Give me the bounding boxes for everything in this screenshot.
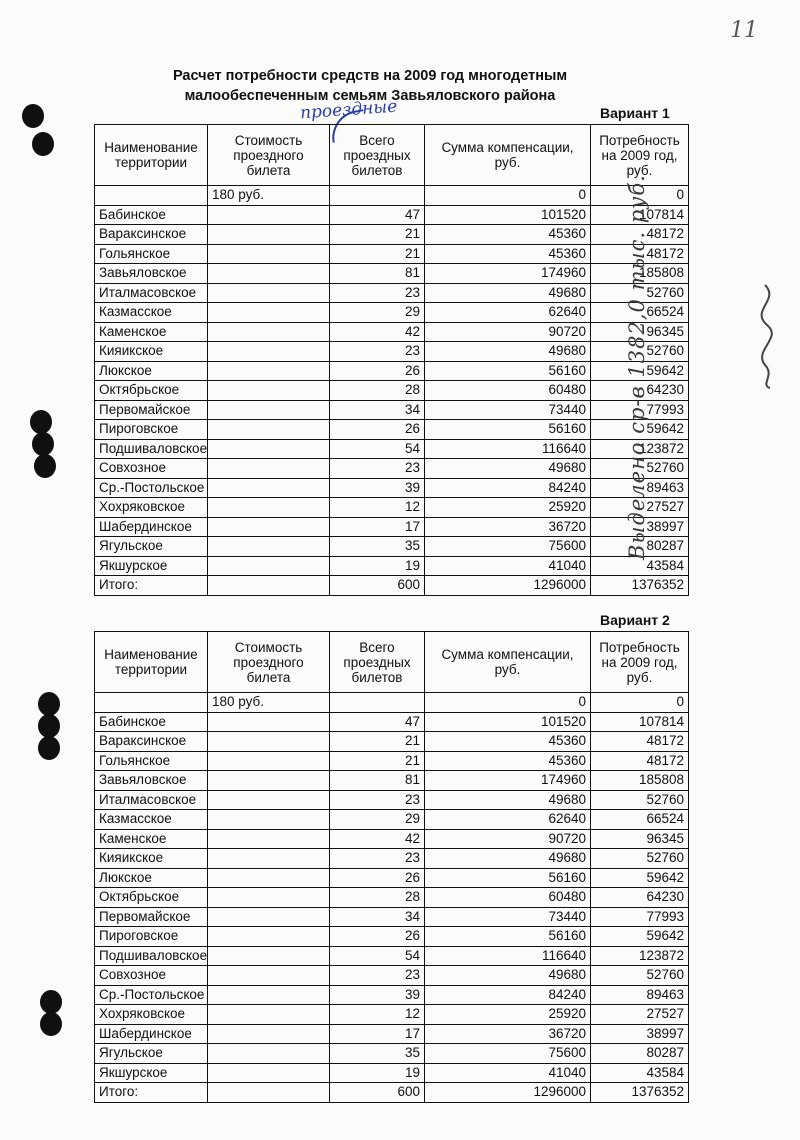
total-row [95,576,689,596]
need-amount: 27527 [591,1005,689,1025]
header-name: Наименование территории [95,125,208,186]
territory-name: Люкское [95,868,208,888]
tickets-count: 21 [330,732,425,752]
ticket-cost-cell [208,381,330,401]
territory-name: Шабердинское [95,1024,208,1044]
territory-name: Завьяловское [95,264,208,284]
compensation-amount: 49680 [425,283,591,303]
need-amount: 96345 [591,829,689,849]
territory-name: Казмасское [95,810,208,830]
territory-name: Вараксинское [95,225,208,245]
territory-name: Ягульское [95,537,208,557]
tickets-count: 35 [330,537,425,557]
punch-hole [32,432,54,456]
header-ticket-cost: Стоимость проездного билета [208,125,330,186]
need-amount: 185808 [591,771,689,791]
ticket-cost-cell [208,732,330,752]
compensation-amount: 84240 [425,478,591,498]
punch-hole [38,736,60,760]
ticket-cost-cell [208,517,330,537]
handwritten-insert: проездные [299,96,398,124]
tickets-count: 26 [330,361,425,381]
tickets-count: 42 [330,829,425,849]
territory-name: Каменское [95,829,208,849]
tickets-count: 23 [330,283,425,303]
compensation-amount: 62640 [425,810,591,830]
tickets-count: 23 [330,849,425,869]
need-amount: 52760 [591,283,689,303]
territory-name: Люкское [95,361,208,381]
need-amount: 77993 [591,400,689,420]
table-row [95,751,689,771]
table-row [95,907,689,927]
ticket-cost-cell [208,966,330,986]
punch-hole [38,714,60,738]
compensation-amount: 36720 [425,517,591,537]
table-row [95,361,689,381]
tickets-count: 34 [330,400,425,420]
table-row [95,264,689,284]
need-amount: 52760 [591,849,689,869]
territory-name: Кияикское [95,849,208,869]
handwritten-side-note: Выделено ср-в 1382,0 тыс. руб. [625,174,649,560]
ticket-cost-cell [208,946,330,966]
territory-name: Пироговское [95,420,208,440]
table-row [95,537,689,557]
price-row-compensation: 0 [425,693,591,713]
ticket-price: 180 руб. [208,693,330,713]
variant-2-table [94,631,689,1103]
territory-name: Итого: [95,1083,208,1103]
compensation-amount: 75600 [425,1044,591,1064]
punch-hole [40,990,62,1014]
need-amount: 89463 [591,478,689,498]
tickets-count: 47 [330,205,425,225]
compensation-amount: 45360 [425,732,591,752]
tickets-count: 47 [330,712,425,732]
ticket-cost-cell [208,927,330,947]
price-row-need: 0 [591,693,689,713]
territory-name: Завьяловское [95,771,208,791]
table-row [95,1005,689,1025]
need-amount: 38997 [591,517,689,537]
variant-2-label: Вариант 2 [600,612,670,628]
compensation-amount: 25920 [425,498,591,518]
territory-name: Хохряковское [95,1005,208,1025]
ticket-cost-cell [208,849,330,869]
punch-hole [40,1012,62,1036]
territory-name: Подшиваловское [95,439,208,459]
table-row [95,888,689,908]
tickets-count: 29 [330,303,425,323]
compensation-amount: 49680 [425,966,591,986]
need-amount: 64230 [591,888,689,908]
page-number: 11 [730,18,758,43]
need-amount: 66524 [591,810,689,830]
tickets-count: 42 [330,322,425,342]
need-amount: 1376352 [591,1083,689,1103]
compensation-amount: 62640 [425,303,591,323]
tickets-count: 17 [330,1024,425,1044]
table-row [95,985,689,1005]
need-amount: 123872 [591,439,689,459]
compensation-amount: 1296000 [425,576,591,596]
table-row [95,322,689,342]
territory-name: Италмасовское [95,283,208,303]
ticket-cost-cell [208,712,330,732]
compensation-amount: 41040 [425,556,591,576]
punch-hole [22,104,44,128]
need-amount: 107814 [591,205,689,225]
territory-name: Гольянское [95,751,208,771]
territory-name: Бабинское [95,712,208,732]
compensation-amount: 101520 [425,205,591,225]
compensation-amount: 56160 [425,927,591,947]
compensation-amount: 45360 [425,225,591,245]
page-title: Расчет потребности средств на 2009 год многодетным малообеспеченным семьям Завьяловского района [172,68,568,104]
tickets-count: 81 [330,771,425,791]
ticket-cost-cell [208,576,330,596]
tickets-count: 26 [330,868,425,888]
price-row-compensation: 0 [425,186,591,206]
compensation-amount: 116640 [425,439,591,459]
compensation-amount: 174960 [425,264,591,284]
territory-name: Ср.-Постольское [95,478,208,498]
territory-name: Пироговское [95,927,208,947]
need-amount: 38997 [591,1024,689,1044]
compensation-amount: 90720 [425,829,591,849]
variant-1-body [95,186,689,596]
territory-name: Первомайское [95,400,208,420]
price-row [95,186,689,206]
ticket-cost-cell [208,1005,330,1025]
need-amount: 43584 [591,1063,689,1083]
tickets-count: 28 [330,381,425,401]
tickets-count: 17 [330,517,425,537]
tickets-count: 23 [330,966,425,986]
tickets-count: 21 [330,225,425,245]
ticket-cost-cell [208,244,330,264]
ticket-cost-cell [208,205,330,225]
table-row [95,946,689,966]
territory-name: Якшурское [95,556,208,576]
compensation-amount: 49680 [425,790,591,810]
need-amount: 89463 [591,985,689,1005]
tickets-count: 23 [330,459,425,479]
need-amount: 80287 [591,537,689,557]
table-row [95,244,689,264]
tickets-count: 54 [330,946,425,966]
need-amount: 52760 [591,342,689,362]
tickets-count: 29 [330,810,425,830]
need-amount: 48172 [591,244,689,264]
tickets-count: 39 [330,985,425,1005]
compensation-amount: 73440 [425,400,591,420]
territory-name: Ср.-Постольское [95,985,208,1005]
header-total-tickets: Всего проездных билетов [330,632,425,693]
compensation-amount: 60480 [425,381,591,401]
variant-1-table [94,124,689,596]
tickets-count: 600 [330,1083,425,1103]
compensation-amount: 75600 [425,537,591,557]
ticket-cost-cell [208,1063,330,1083]
need-amount: 48172 [591,751,689,771]
table-row [95,420,689,440]
ticket-cost-cell [208,264,330,284]
compensation-amount: 56160 [425,868,591,888]
need-amount: 27527 [591,498,689,518]
territory-name: Подшиваловское [95,946,208,966]
header-compensation: Сумма компенсации, руб. [425,632,591,693]
compensation-amount: 45360 [425,244,591,264]
ticket-cost-cell [208,985,330,1005]
table-row [95,810,689,830]
table-row [95,732,689,752]
ticket-cost-cell [208,868,330,888]
table-row [95,517,689,537]
territory-name: Ягульское [95,1044,208,1064]
ticket-cost-cell [208,498,330,518]
need-amount: 59642 [591,927,689,947]
table-row [95,439,689,459]
ticket-cost-cell [208,810,330,830]
tickets-count: 23 [330,342,425,362]
territory-name: Италмасовское [95,790,208,810]
compensation-amount: 56160 [425,420,591,440]
table-row [95,478,689,498]
header-need: Потребность на 2009 год, руб. [591,632,689,693]
compensation-amount: 49680 [425,459,591,479]
ticket-cost-cell [208,907,330,927]
ticket-cost-cell [208,342,330,362]
need-amount: 52760 [591,966,689,986]
ticket-price: 180 руб. [208,186,330,206]
ticket-cost-cell [208,751,330,771]
variant-1-label: Вариант 1 [600,105,670,121]
table-row [95,712,689,732]
compensation-amount: 49680 [425,849,591,869]
compensation-amount: 174960 [425,771,591,791]
need-amount: 64230 [591,381,689,401]
need-amount: 43584 [591,556,689,576]
punch-hole [38,692,60,716]
territory-name: Октябрьское [95,888,208,908]
compensation-amount: 101520 [425,712,591,732]
table-row [95,400,689,420]
ticket-cost-cell [208,420,330,440]
ticket-cost-cell [208,322,330,342]
variant-2-body [95,693,689,1103]
territory-name: Кияикское [95,342,208,362]
compensation-amount: 60480 [425,888,591,908]
need-amount: 59642 [591,868,689,888]
tickets-count: 81 [330,264,425,284]
ticket-cost-cell [208,459,330,479]
table-row [95,868,689,888]
punch-hole [30,410,52,434]
table-row [95,283,689,303]
tickets-count: 12 [330,1005,425,1025]
price-row [95,693,689,713]
table-row [95,556,689,576]
territory-name: Совхозное [95,459,208,479]
table-header-row [95,632,689,693]
table-row [95,1024,689,1044]
header-ticket-cost: Стоимость проездного билета [208,632,330,693]
need-amount: 59642 [591,420,689,440]
territory-name: Бабинское [95,205,208,225]
compensation-amount: 41040 [425,1063,591,1083]
compensation-amount: 56160 [425,361,591,381]
tickets-count: 12 [330,498,425,518]
need-amount: 77993 [591,907,689,927]
need-amount: 185808 [591,264,689,284]
ticket-cost-cell [208,556,330,576]
ticket-cost-cell [208,1044,330,1064]
compensation-amount: 90720 [425,322,591,342]
ticket-cost-cell [208,400,330,420]
tickets-count: 19 [330,1063,425,1083]
ticket-cost-cell [208,1083,330,1103]
need-amount: 48172 [591,732,689,752]
tickets-count: 34 [330,907,425,927]
table-row [95,205,689,225]
need-amount: 66524 [591,303,689,323]
need-amount: 52760 [591,459,689,479]
table-row [95,381,689,401]
compensation-amount: 25920 [425,1005,591,1025]
tickets-count: 600 [330,576,425,596]
header-need: Потребность на 2009 год, руб. [591,125,689,186]
tickets-count: 35 [330,1044,425,1064]
ticket-cost-cell [208,283,330,303]
table-row [95,829,689,849]
ticket-cost-cell [208,439,330,459]
compensation-amount: 73440 [425,907,591,927]
total-row [95,1083,689,1103]
territory-name: Итого: [95,576,208,596]
tickets-count: 26 [330,420,425,440]
table-row [95,1063,689,1083]
table-row [95,966,689,986]
compensation-amount: 36720 [425,1024,591,1044]
ticket-cost-cell [208,225,330,245]
compensation-amount: 84240 [425,985,591,1005]
need-amount: 52760 [591,790,689,810]
tickets-count: 23 [330,790,425,810]
territory-name: Гольянское [95,244,208,264]
ticket-cost-cell [208,537,330,557]
table-row [95,771,689,791]
territory-name: Первомайское [95,907,208,927]
territory-name: Шабердинское [95,517,208,537]
tickets-count: 21 [330,751,425,771]
table-row [95,1044,689,1064]
territory-name: Вараксинское [95,732,208,752]
compensation-amount: 49680 [425,342,591,362]
price-row-need: 0 [591,186,689,206]
compensation-amount: 45360 [425,751,591,771]
ticket-cost-cell [208,1024,330,1044]
tickets-count: 28 [330,888,425,908]
ticket-cost-cell [208,478,330,498]
table-header-row [95,125,689,186]
need-amount: 59642 [591,361,689,381]
need-amount: 48172 [591,225,689,245]
header-name: Наименование территории [95,632,208,693]
need-amount: 123872 [591,946,689,966]
table-row [95,459,689,479]
table-row [95,225,689,245]
table-row [95,498,689,518]
need-amount: 96345 [591,322,689,342]
need-amount: 80287 [591,1044,689,1064]
tickets-count: 21 [330,244,425,264]
tickets-count: 26 [330,927,425,947]
territory-name: Совхозное [95,966,208,986]
ticket-cost-cell [208,790,330,810]
need-amount: 1376352 [591,576,689,596]
table-row [95,849,689,869]
header-compensation: Сумма компенсации, руб. [425,125,591,186]
table-row [95,342,689,362]
punch-hole [32,132,54,156]
tickets-count: 19 [330,556,425,576]
compensation-amount: 116640 [425,946,591,966]
ticket-cost-cell [208,888,330,908]
punch-hole [34,454,56,478]
tickets-count: 39 [330,478,425,498]
table-row [95,790,689,810]
header-total-tickets: Всего проездных билетов [330,125,425,186]
ticket-cost-cell [208,771,330,791]
territory-name: Каменское [95,322,208,342]
territory-name: Якшурское [95,1063,208,1083]
table-row [95,303,689,323]
ticket-cost-cell [208,829,330,849]
ticket-cost-cell [208,303,330,323]
signature [745,280,785,390]
territory-name: Хохряковское [95,498,208,518]
territory-name: Октябрьское [95,381,208,401]
tickets-count: 54 [330,439,425,459]
compensation-amount: 1296000 [425,1083,591,1103]
need-amount: 107814 [591,712,689,732]
table-row [95,927,689,947]
ticket-cost-cell [208,361,330,381]
territory-name: Казмасское [95,303,208,323]
